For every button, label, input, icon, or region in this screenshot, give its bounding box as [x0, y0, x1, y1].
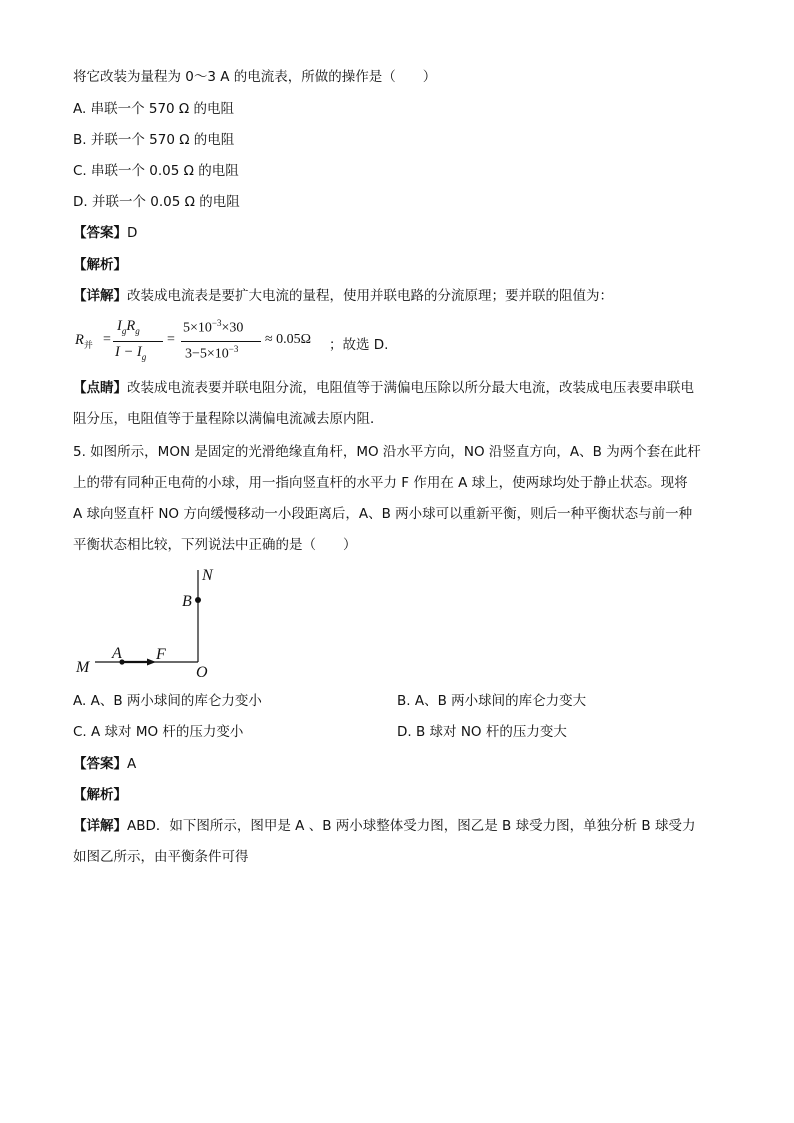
- q4-comment-row: [73, 379, 694, 397]
- fraction2-bar: [181, 341, 261, 342]
- rod-diagram: [70, 562, 230, 682]
- detail-label: 【详解】: [73, 818, 127, 834]
- label-m: M: [76, 659, 90, 676]
- label-a: A: [112, 645, 122, 662]
- q5-option-d: D. B 球对 NO 杆的压力变大: [397, 724, 567, 740]
- comment-text-1: 改装成电流表要并联电阻分流，电阻值等于满偏电压除以所分最大电流，改装成电压表要串联电: [127, 380, 694, 396]
- q4-option-a: A. 串联一个 570 Ω 的电阻: [73, 101, 235, 117]
- q4-analysis-label: 【解析】: [73, 257, 127, 273]
- q5-answer-row: [73, 755, 136, 773]
- answer-label: 【答案】: [73, 756, 127, 772]
- q4-stem: 将它改装为量程为 0～3 A 的电流表，所做的操作是（ ）: [73, 69, 437, 85]
- formula-approx: ≈ 0.05Ω: [265, 332, 312, 347]
- q5-detail-line2: 如图乙所示，由平衡条件可得: [73, 849, 249, 865]
- fraction2-numerator: $5\times 10^{-3}\times 30$: [183, 318, 244, 336]
- formula-lhs: $R_并$: [75, 332, 93, 350]
- label-f: F: [156, 646, 166, 663]
- force-arrow-head: [147, 659, 156, 666]
- equals-sign: =: [103, 332, 111, 347]
- label-b: B: [182, 593, 192, 610]
- fraction2-denominator: $3-5\times 10^{-3}$: [185, 344, 239, 362]
- fraction1-denominator: $I - I_g$: [115, 344, 147, 362]
- q4-comment-line2: 阻分压，电阻值等于量程除以满偏电流减去原内阻．: [73, 411, 384, 427]
- q5-detail-row: [73, 817, 695, 835]
- resistance-formula: [73, 316, 493, 366]
- q5-stem-line1: 5. 如图所示，MON 是固定的光滑绝缘直角杆，MO 沿水平方向，NO 沿竖直方向，A、B 为两个套在此杆: [73, 444, 701, 460]
- detail-text: 改装成电流表是要扩大电流的量程，使用并联电路的分流原理；要并联的阻值为：: [127, 288, 613, 304]
- q5-stem-line2: 上的带有同种正电荷的小球，用一指向竖直杆的水平力 F 作用在 A 球上，使两球均处于静止状态。现将: [73, 475, 688, 491]
- detail-label: 【详解】: [73, 288, 127, 304]
- comment-label: 【点睛】: [73, 380, 127, 396]
- answer-value: A: [127, 756, 137, 772]
- q5-analysis-label: 【解析】: [73, 787, 127, 803]
- q5-option-b: B. A、B 两小球间的库仑力变大: [397, 693, 587, 709]
- q5-option-a: A. A、B 两小球间的库仑力变小: [73, 693, 262, 709]
- answer-value: D: [127, 225, 138, 241]
- fraction1-bar: [113, 341, 163, 342]
- q5-stem-line4: 平衡状态相比较，下列说法中正确的是（ ）: [73, 537, 357, 553]
- q4-detail-row: [73, 287, 613, 305]
- label-n: N: [202, 567, 213, 584]
- answer-label: 【答案】: [73, 225, 127, 241]
- detail-text-1: ABD．如下图所示，图甲是 A 、B 两小球整体受力图，图乙是 B 球受力图，单独分析 B 球受力: [127, 818, 696, 834]
- label-o: O: [196, 664, 208, 681]
- q4-option-b: B. 并联一个 570 Ω 的电阻: [73, 132, 235, 148]
- q4-answer-row: [73, 224, 137, 242]
- q4-option-c: C. 串联一个 0.05 Ω 的电阻: [73, 163, 239, 179]
- equals-sign-2: =: [167, 332, 175, 347]
- fraction1-numerator: $I_gR_g$: [117, 318, 140, 336]
- formula-tail: ；故选 D.: [329, 337, 389, 353]
- ball-b: [195, 597, 201, 603]
- q4-option-d: D. 并联一个 0.05 Ω 的电阻: [73, 194, 240, 210]
- q5-option-c: C. A 球对 MO 杆的压力变小: [73, 724, 244, 740]
- q5-stem-line3: A 球向竖直杆 NO 方向缓慢移动一小段距离后，A、B 两小球可以重新平衡，则后一种平衡状态与前一种: [73, 506, 693, 522]
